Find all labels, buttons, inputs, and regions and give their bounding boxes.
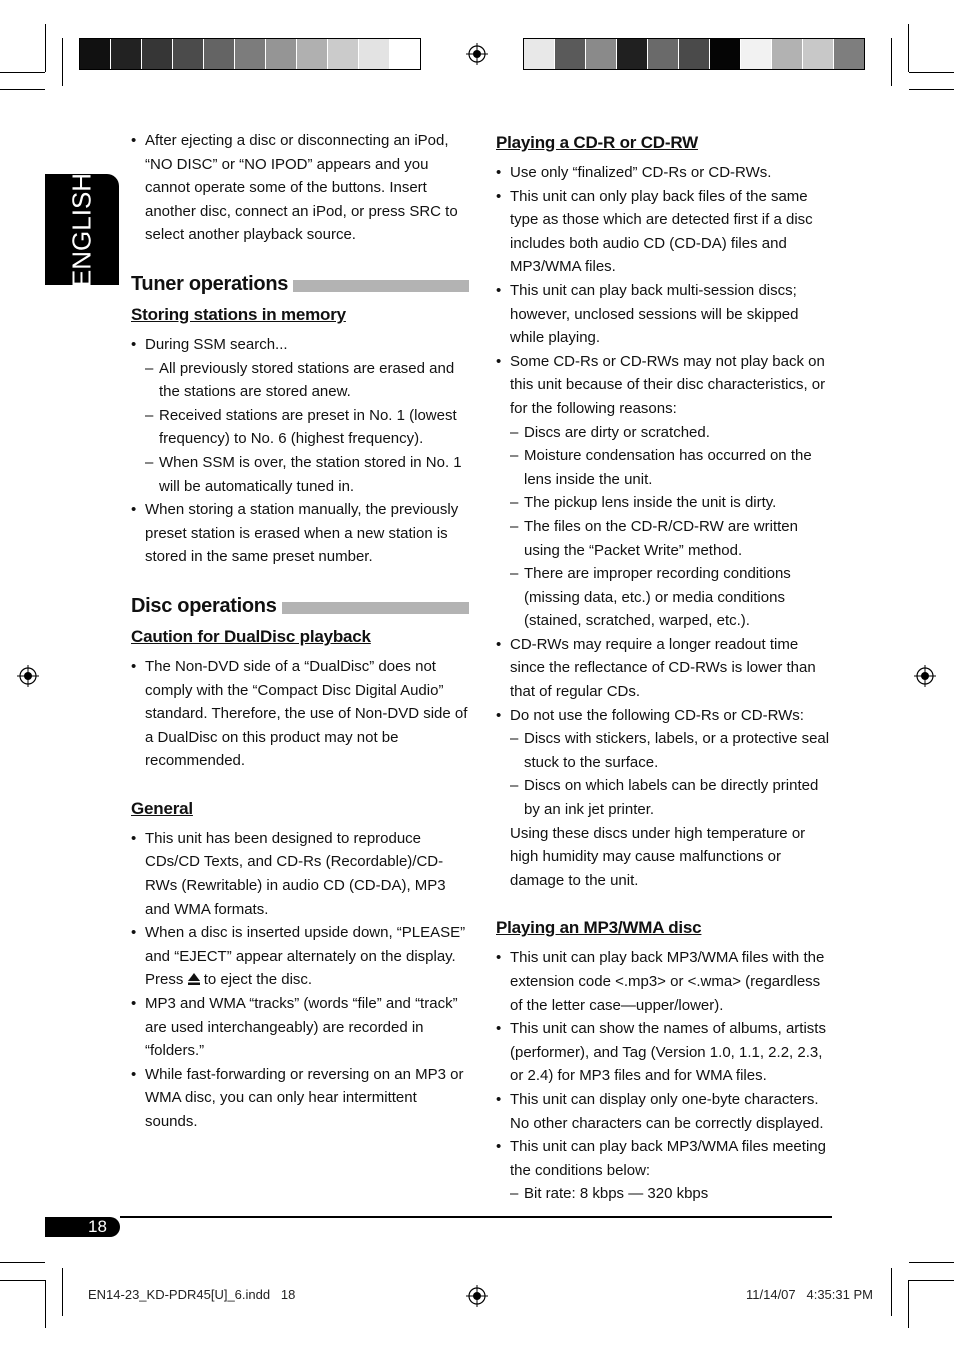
list-subitem: – Moisture condensation has occurred on the lens inside the unit. bbox=[496, 444, 836, 491]
color-swatch bbox=[235, 39, 266, 69]
heading-rule bbox=[293, 280, 469, 292]
color-swatch bbox=[390, 39, 420, 69]
list-item: • Some CD-Rs or CD-RWs may not play back on this unit because of their disc characteristics, or for the following reasons: bbox=[496, 350, 836, 421]
list-subitem: – Received stations are preset in No. 1 (lowest frequency) to No. 6 (highest frequency). bbox=[131, 404, 469, 451]
list-item: • This unit can play back MP3/WMA files meeting the conditions below: bbox=[496, 1135, 836, 1182]
list-item: • MP3 and WMA “tracks” (words “file” and “track” are used interchangeably) are recorded in “folders.” bbox=[131, 992, 469, 1063]
subheading-cdr: Playing a CD-R or CD-RW bbox=[496, 133, 698, 152]
section-heading-disc bbox=[131, 593, 469, 619]
list-item: • This unit can play back MP3/WMA files with the extension code <.mp3> or <.wma> (regardless of the letter case—upper/lower). bbox=[496, 946, 836, 1017]
color-swatch bbox=[803, 39, 834, 69]
color-swatch bbox=[617, 39, 648, 69]
list-subitem: – The files on the CD-R/CD-RW are written using the “Packet Write” method. bbox=[496, 515, 836, 562]
footer-rule bbox=[120, 1216, 832, 1218]
list-subitem: – All previously stored stations are erased and the stations are stored anew. bbox=[131, 357, 469, 404]
list-item: • This unit has been designed to reproduce CDs/CD Texts, and CD-Rs (Recordable)/CD-RWs (Rewritable) in audio CD (CD-DA), MP3 and WMA formats. bbox=[131, 827, 469, 921]
list-subitem: – Discs with stickers, labels, or a protective seal stuck to the surface. bbox=[496, 727, 836, 774]
registration-mark-icon bbox=[466, 43, 488, 65]
color-swatch bbox=[204, 39, 235, 69]
list-subitem: – When SSM is over, the station stored in No. 1 will be automatically tuned in. bbox=[131, 451, 469, 498]
list-item: • The Non-DVD side of a “DualDisc” does not comply with the “Compact Disc Digital Audio” standard. Therefore, the use of Non-DVD side of a DualDisc on this product may not be recommended. bbox=[131, 655, 469, 773]
list-item: • When storing a station manually, the previously preset station is erased when a new station is stored in the same preset number. bbox=[131, 498, 469, 569]
color-swatch bbox=[555, 39, 586, 69]
list-subitem: – The pickup lens inside the unit is dirty. bbox=[496, 491, 836, 515]
color-swatch bbox=[834, 39, 864, 69]
list-item bbox=[131, 921, 469, 992]
list-item: • This unit can only play back files of the same type as those which are detected first if a disc includes both audio CD (CD-DA) files and MP3/WMA files. bbox=[496, 185, 836, 279]
list-item: • Do not use the following CD-Rs or CD-RWs: bbox=[496, 704, 836, 728]
color-swatch bbox=[648, 39, 679, 69]
list-item: • During SSM search... bbox=[131, 333, 469, 357]
color-swatch bbox=[710, 39, 741, 69]
color-swatch bbox=[359, 39, 390, 69]
registration-mark-icon bbox=[914, 665, 936, 687]
list-item-text: When a disc is inserted upside down, “PLEASE” and “EJECT” appear alternately on the display. Press bbox=[145, 924, 466, 989]
section-title: Tuner operations bbox=[131, 272, 289, 295]
list-subitem: – There are improper recording conditions (missing data, etc.) or media conditions (stained, scratched, warped, etc.). bbox=[496, 562, 836, 633]
color-swatch bbox=[586, 39, 617, 69]
eject-icon bbox=[188, 973, 200, 985]
footer-file-name: EN14-23_KD-PDR45[U]_6.indd 18 bbox=[88, 1287, 296, 1302]
color-swatch bbox=[142, 39, 173, 69]
color-swatch bbox=[297, 39, 328, 69]
language-tab-label: ENGLISH bbox=[66, 172, 97, 287]
subheading-storing: Storing stations in memory bbox=[131, 304, 346, 324]
color-swatch bbox=[524, 39, 555, 69]
page-number-tab bbox=[45, 1217, 120, 1237]
list-item: • While fast-forwarding or reversing on an MP3 or WMA disc, you can only hear intermittent sounds. bbox=[131, 1063, 469, 1134]
color-swatch bbox=[741, 39, 772, 69]
section-heading-tuner bbox=[131, 271, 469, 297]
subheading-dualdisc: Caution for DualDisc playback bbox=[131, 626, 371, 646]
color-swatch bbox=[173, 39, 204, 69]
color-bar-right bbox=[523, 38, 865, 70]
subheading-general: General bbox=[131, 798, 193, 818]
registration-mark-icon bbox=[466, 1285, 488, 1307]
page-number: 18 bbox=[88, 1217, 107, 1236]
list-subitem: – Discs are dirty or scratched. bbox=[496, 421, 836, 445]
list-item: • This unit can play back multi-session discs; however, unclosed sessions will be skipped while playing. bbox=[496, 279, 836, 350]
right-column bbox=[496, 131, 836, 1206]
list-item: • This unit can display only one-byte characters. No other characters can be correctly displayed. bbox=[496, 1088, 836, 1135]
section-title: Disc operations bbox=[131, 594, 277, 617]
list-item: • After ejecting a disc or disconnecting an iPod, “NO DISC” or “NO IPOD” appears and you cannot operate some of the buttons. Insert another disc, connect an iPod, or press SRC to select another playback source. bbox=[131, 129, 469, 247]
left-column bbox=[131, 129, 469, 1134]
list-subitem: – Discs on which labels can be directly printed by an ink jet printer. bbox=[496, 774, 836, 821]
color-swatch bbox=[266, 39, 297, 69]
color-swatch bbox=[328, 39, 359, 69]
subheading-mp3: Playing an MP3/WMA disc bbox=[496, 918, 702, 938]
color-bar-left bbox=[79, 38, 421, 70]
language-tab bbox=[45, 174, 119, 285]
color-swatch bbox=[111, 39, 142, 69]
list-item: • This unit can show the names of albums, artists (performer), and Tag (Version 1.0, 1.1, 2.2, 2.3, or 2.4) for MP3 files and for WMA files. bbox=[496, 1017, 836, 1088]
color-swatch bbox=[679, 39, 710, 69]
registration-mark-icon bbox=[17, 665, 39, 687]
color-swatch bbox=[80, 39, 111, 69]
list-item-text: to eject the disc. bbox=[203, 971, 313, 989]
footer-timestamp: 11/14/07 4:35:31 PM bbox=[746, 1287, 873, 1302]
list-item: • CD-RWs may require a longer readout time since the reflectance of CD-RWs is lower than that of regular CDs. bbox=[496, 633, 836, 704]
list-item: • Use only “finalized” CD-Rs or CD-RWs. bbox=[496, 161, 836, 185]
color-swatch bbox=[772, 39, 803, 69]
heading-rule bbox=[282, 602, 469, 614]
paragraph: Using these discs under high temperature or high humidity may cause malfunctions or damage to the unit. bbox=[510, 824, 806, 889]
list-subitem: – Bit rate: 8 kbps — 320 kbps bbox=[496, 1182, 836, 1206]
